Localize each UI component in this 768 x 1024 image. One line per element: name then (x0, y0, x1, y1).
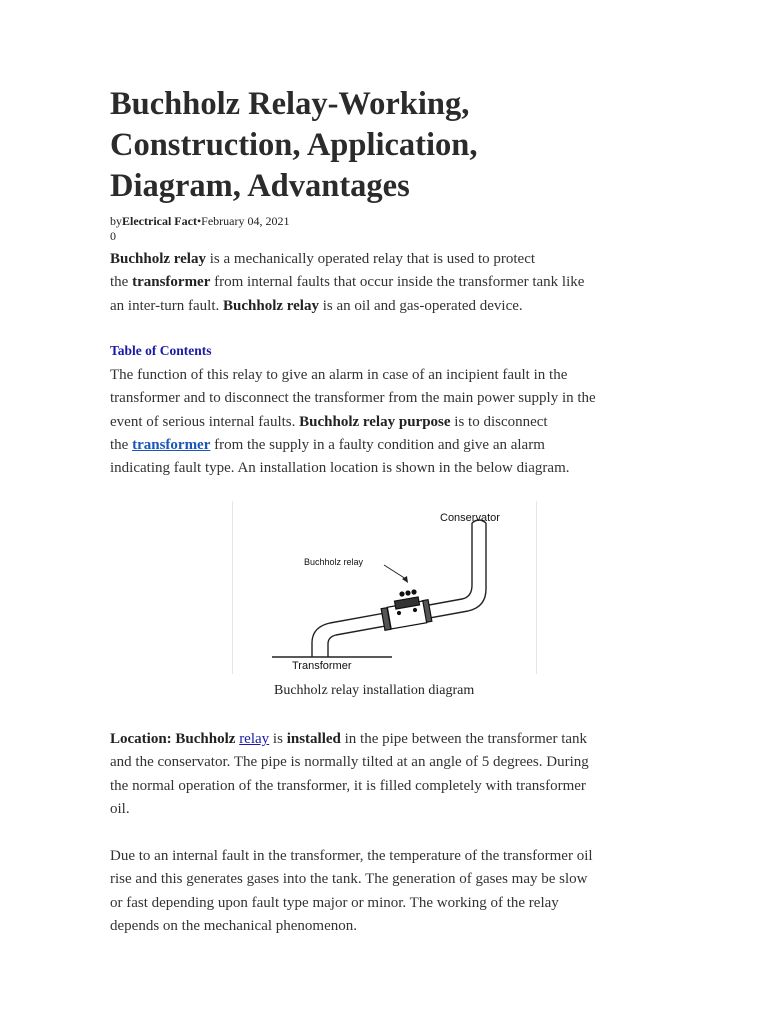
text-run: is (269, 731, 287, 747)
text-run: in the pipe between the transformer tank (340, 731, 588, 747)
text-run: is to disconnect (450, 413, 548, 430)
table-of-contents-toggle[interactable]: Table of Contents (110, 343, 212, 358)
function-paragraph (110, 364, 658, 480)
text-line: The function of this relay to give an alarm in case of an incipient fault in the (110, 367, 568, 383)
article-title (110, 84, 658, 207)
text-line: the normal operation of the transformer, it is filled completely with transformer (110, 777, 586, 794)
text-line: depends on the mechanical phenomenon. (110, 917, 358, 934)
pipe-inner-wall (328, 523, 486, 657)
relay-body (381, 590, 432, 630)
pipe-outer-wall (312, 523, 472, 657)
byline-prefix: by (110, 214, 122, 228)
bold-term: Buchholz relay purpose (299, 413, 451, 430)
figure-border (536, 501, 537, 674)
title-line: Buchholz Relay-Working, (110, 86, 470, 122)
text-run: is an oil and gas-operated device. (318, 297, 523, 314)
text-line: and the conservator. The pipe is normally tilted at an angle of 5 degrees. During (110, 754, 589, 771)
intro-paragraph (110, 248, 658, 318)
bold-term: transformer (132, 274, 211, 291)
text-run: from internal faults that occur inside the transformer tank like (210, 274, 585, 291)
installation-diagram (232, 501, 537, 674)
text-line: Due to an internal fault in the transformer, the temperature of the transformer oil (110, 848, 593, 864)
text-line: indicating fault type. An installation location is shown in the below diagram. (110, 460, 570, 477)
comment-count[interactable]: 0 (110, 229, 116, 243)
meta-separator: • (196, 214, 202, 228)
text-line: rise and this generates gases into the tank. The generation of gases may be slow (110, 871, 588, 888)
location-paragraph (110, 728, 658, 821)
relay-leader-line (384, 565, 406, 579)
text-run: event of serious internal faults. (110, 413, 300, 430)
pipe-diagram-graphic (232, 501, 537, 674)
transformer-label: Transformer (292, 660, 352, 672)
text-line: transformer and to disconnect the transformer from the main power supply in the (110, 390, 596, 407)
title-line: Construction, Application, (110, 127, 478, 163)
bold-term: Buchholz relay (110, 251, 206, 267)
figure-caption: Buchholz relay installation diagram (274, 683, 475, 698)
text-run: is a mechanically operated relay that is used to protect (205, 251, 536, 267)
buchholz-relay-label: Buchholz relay (304, 557, 364, 567)
fault-paragraph (110, 845, 658, 938)
post-meta (110, 214, 290, 229)
title-line: Diagram, Advantages (110, 168, 410, 204)
conservator-label: Conservator (440, 512, 500, 524)
figure-border (232, 501, 233, 674)
bold-term: Buchholz relay (223, 297, 319, 314)
bold-term: Location: Buchholz (110, 731, 236, 747)
relay-link[interactable]: relay (239, 731, 270, 747)
author-link[interactable]: Electrical Fact (122, 214, 197, 228)
text-run: the (110, 436, 133, 453)
post-date: February 04, 2021 (201, 214, 290, 228)
text-run: from the supply in a faulty condition and give an alarm (210, 436, 545, 453)
text-line: oil. (110, 800, 130, 817)
transformer-link[interactable]: transformer (132, 436, 211, 453)
text-run: the (110, 274, 133, 291)
bold-term: installed (286, 731, 341, 747)
text-run: an inter-turn fault. (110, 297, 223, 314)
text-line: or fast depending upon fault type major or minor. The working of the relay (110, 894, 559, 911)
